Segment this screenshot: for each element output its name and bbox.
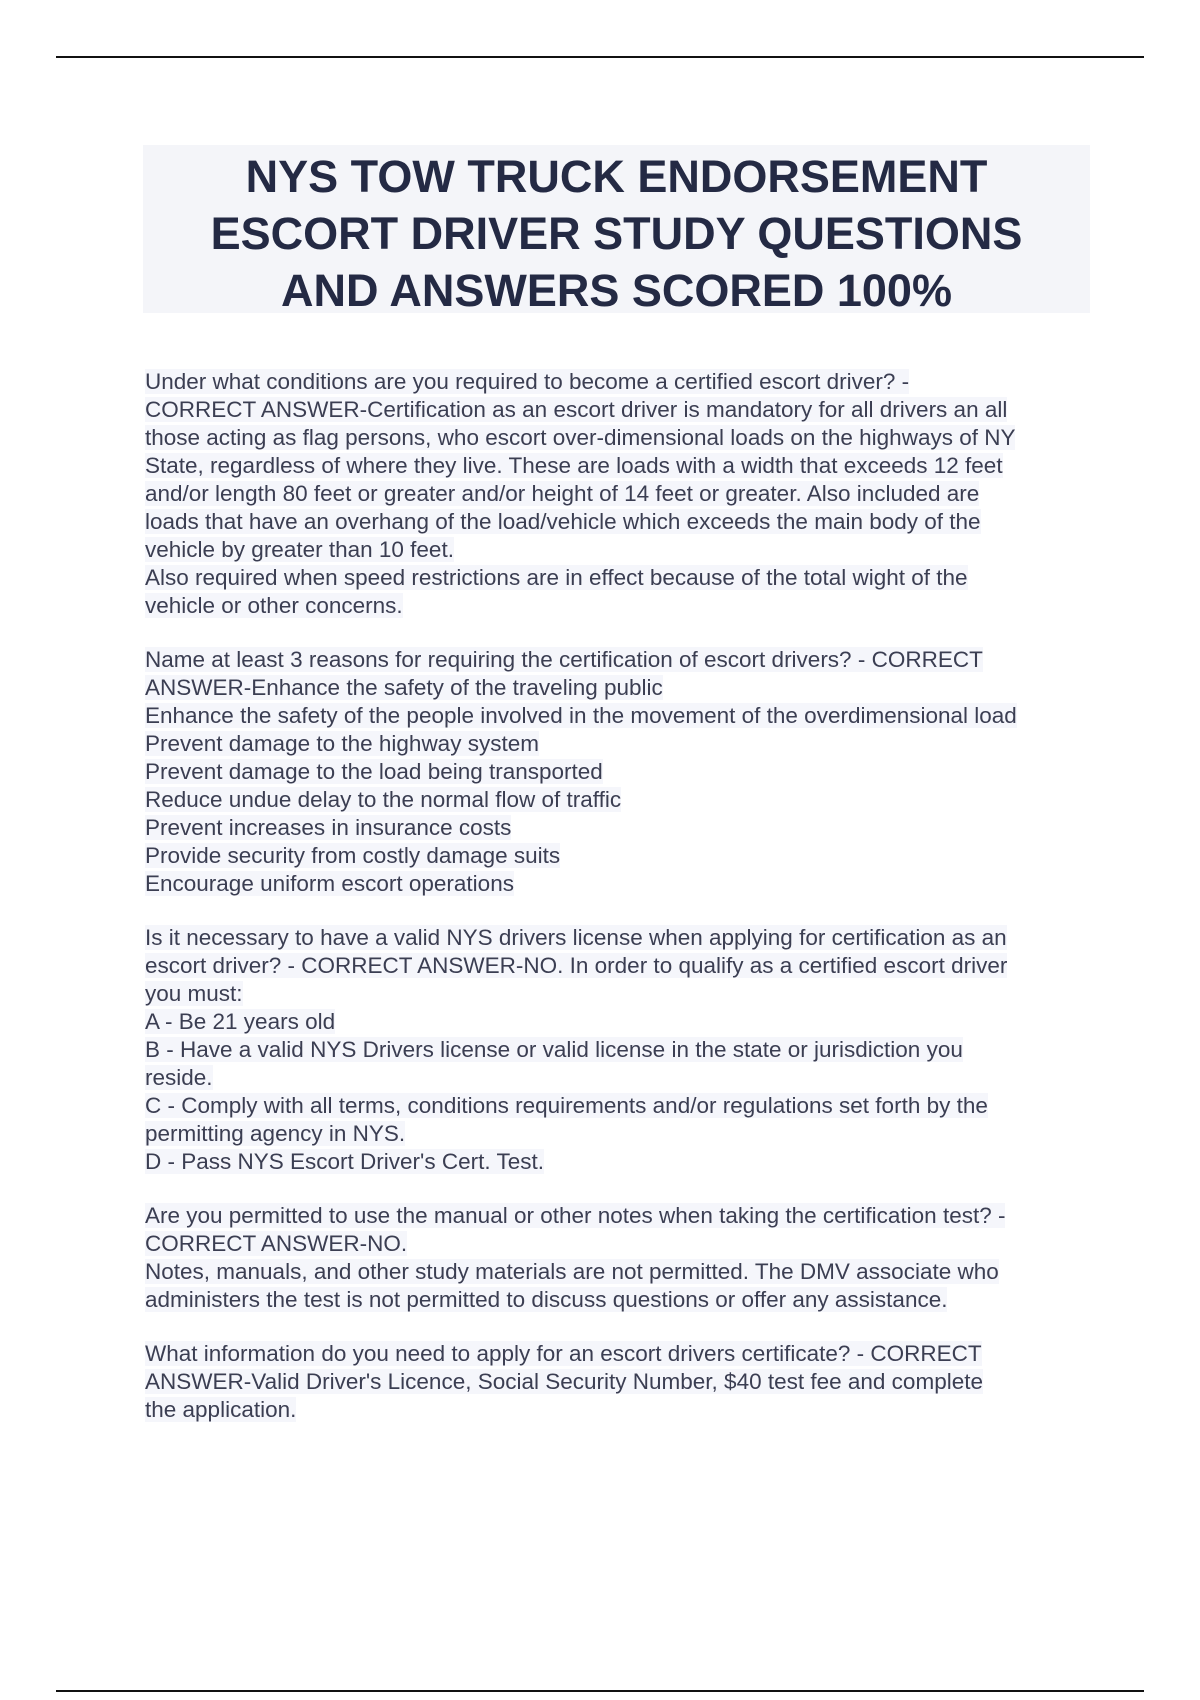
top-rule (56, 56, 1144, 58)
text-line: Prevent increases in insurance costs (145, 815, 512, 840)
text-line: Prevent damage to the highway system (145, 731, 539, 756)
text-line: What information do you need to apply for an escort drivers certificate? - CORRECT (145, 1341, 982, 1366)
text-line: vehicle or other concerns. (145, 593, 403, 618)
text-line: administers the test is not permitted to discuss questions or offer any assistance. (145, 1287, 948, 1312)
text-line: reside. (145, 1065, 213, 1090)
qa-block-certification-reasons (145, 646, 1095, 898)
text-line: permitting agency in NYS. (145, 1121, 406, 1146)
text-line: Are you permitted to use the manual or other notes when taking the certification test? - (145, 1203, 1006, 1228)
text-line: A - Be 21 years old (145, 1009, 336, 1034)
qa-block-license-requirement (145, 924, 1095, 1176)
document-title (143, 145, 1090, 316)
text-line: escort driver? - CORRECT ANSWER-NO. In order to qualify as a certified escort driver (145, 953, 1008, 978)
text-line: D - Pass NYS Escort Driver's Cert. Test. (145, 1149, 544, 1174)
qa-block-application-info (145, 1340, 1095, 1424)
text-line: the application. (145, 1397, 297, 1422)
text-line: B - Have a valid NYS Drivers license or valid license in the state or jurisdiction you (145, 1037, 963, 1062)
text-line: CORRECT ANSWER-Certification as an escort driver is mandatory for all drivers an all (145, 397, 1008, 422)
document-body (145, 368, 1095, 1450)
text-line: and/or length 80 feet or greater and/or height of 14 feet or greater. Also included are (145, 481, 980, 506)
text-line: those acting as flag persons, who escort over-dimensional loads on the highways of NY (145, 425, 1016, 450)
qa-block-certification-conditions (145, 368, 1095, 620)
text-line: Name at least 3 reasons for requiring the certification of escort drivers? - CORRECT (145, 647, 983, 672)
bottom-rule (56, 1690, 1144, 1692)
text-line: Also required when speed restrictions are in effect because of the total wight of the (145, 565, 968, 590)
text-line: State, regardless of where they live. These are loads with a width that exceeds 12 feet (145, 453, 1003, 478)
text-line: Reduce undue delay to the normal flow of traffic (145, 787, 622, 812)
text-line: Notes, manuals, and other study materials are not permitted. The DMV associate who (145, 1259, 999, 1284)
text-line: you must: (145, 981, 243, 1006)
text-line: Under what conditions are you required to become a certified escort driver? - (145, 369, 910, 394)
text-line: Is it necessary to have a valid NYS drivers license when applying for certification as an (145, 925, 1007, 950)
text-line: C - Comply with all terms, conditions requirements and/or regulations set forth by the (145, 1093, 988, 1118)
qa-block-test-materials (145, 1202, 1095, 1314)
text-line: vehicle by greater than 10 feet. (145, 537, 454, 562)
text-line: ANSWER-Enhance the safety of the traveling public (145, 675, 663, 700)
text-line: loads that have an overhang of the load/vehicle which exceeds the main body of the (145, 509, 981, 534)
text-line: CORRECT ANSWER-NO. (145, 1231, 408, 1256)
text-line: Prevent damage to the load being transported (145, 759, 603, 784)
text-line: Enhance the safety of the people involved in the movement of the overdimensional load (145, 703, 1017, 728)
text-line: Provide security from costly damage suits (145, 843, 561, 868)
title-line: NYS TOW TRUCK ENDORSEMENT (245, 151, 988, 202)
text-line: ANSWER-Valid Driver's Licence, Social Security Number, $40 test fee and complete (145, 1369, 983, 1394)
text-line: Encourage uniform escort operations (145, 871, 514, 896)
title-line: AND ANSWERS SCORED 100% (281, 265, 952, 316)
title-line: ESCORT DRIVER STUDY QUESTIONS (210, 208, 1023, 259)
